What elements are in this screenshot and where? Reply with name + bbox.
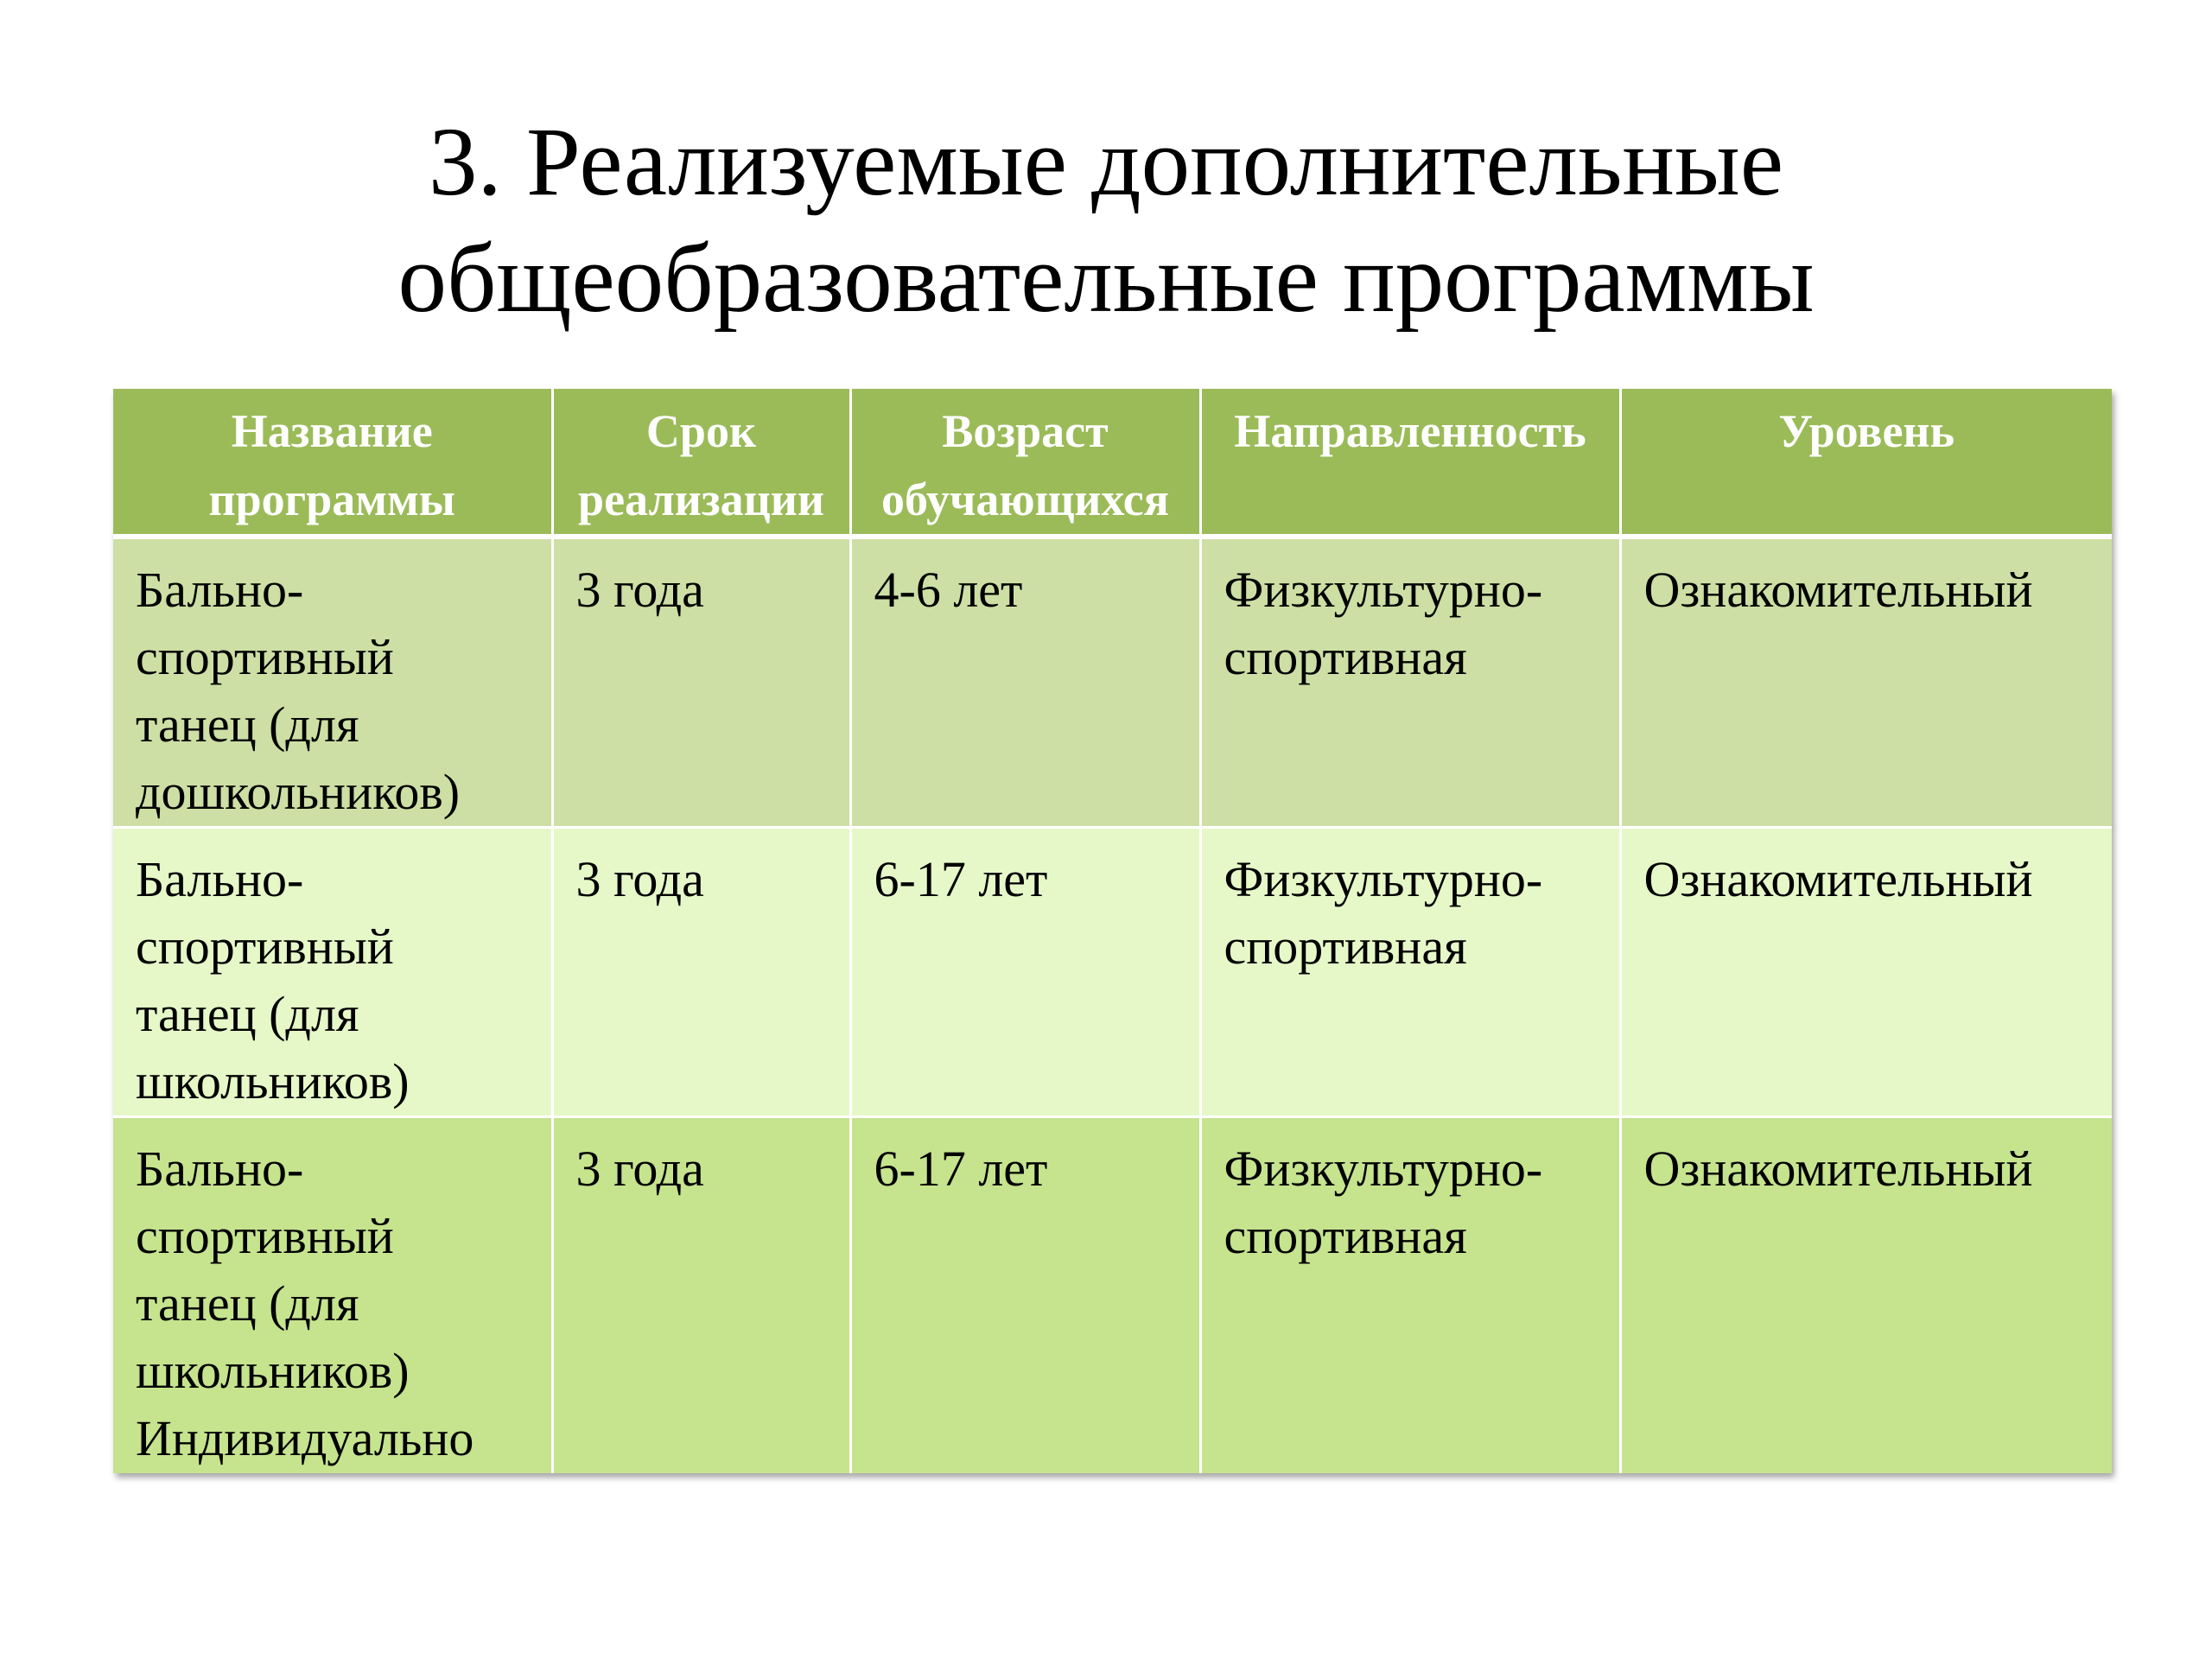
header-name: Название программы: [113, 389, 552, 537]
cell-direction: Физкультурно- спортивная: [1200, 828, 1620, 1117]
cell-direction: Физкультурно- спортивная: [1200, 1117, 1620, 1473]
programs-table: [113, 389, 2112, 1473]
header-level: Уровень: [1778, 405, 1955, 457]
table-row: [113, 537, 2112, 828]
programs-table-container: [113, 389, 2112, 1473]
slide-title: [0, 104, 2212, 337]
cell-term: 3 года: [552, 1117, 850, 1473]
cell-term: 3 года: [552, 537, 850, 828]
table-header-row: [113, 389, 2112, 537]
cell-program-name: Бально- спортивный танец (для школьников): [113, 828, 552, 1117]
cell-program-name: Бально- спортивный танец (для дошкольников): [113, 537, 552, 828]
slide-title-line-2: общеобразовательные программы: [397, 225, 1815, 333]
header-direction: Направленность: [1200, 389, 1620, 537]
cell-direction: Физкультурно- спортивная: [1200, 537, 1620, 828]
cell-program-name: Бально- спортивный танец (для школьников) Индивидуально: [113, 1117, 552, 1473]
cell-level: Ознакомительный: [1643, 851, 2033, 907]
slide-title-line-1: 3. Реализуемые дополнительные: [429, 108, 1783, 216]
table-row: [113, 1117, 2112, 1473]
cell-age: 4-6 лет: [850, 537, 1200, 828]
table-row: [113, 828, 2112, 1117]
cell-level: Ознакомительный: [1643, 562, 2033, 618]
cell-level: Ознакомительный: [1643, 1141, 2033, 1197]
cell-age: 6-17 лет: [850, 828, 1200, 1117]
cell-term: 3 года: [552, 828, 850, 1117]
header-age: Возраст обучающихся: [850, 389, 1200, 537]
cell-age: 6-17 лет: [850, 1117, 1200, 1473]
header-term: Срок реализации: [552, 389, 850, 537]
